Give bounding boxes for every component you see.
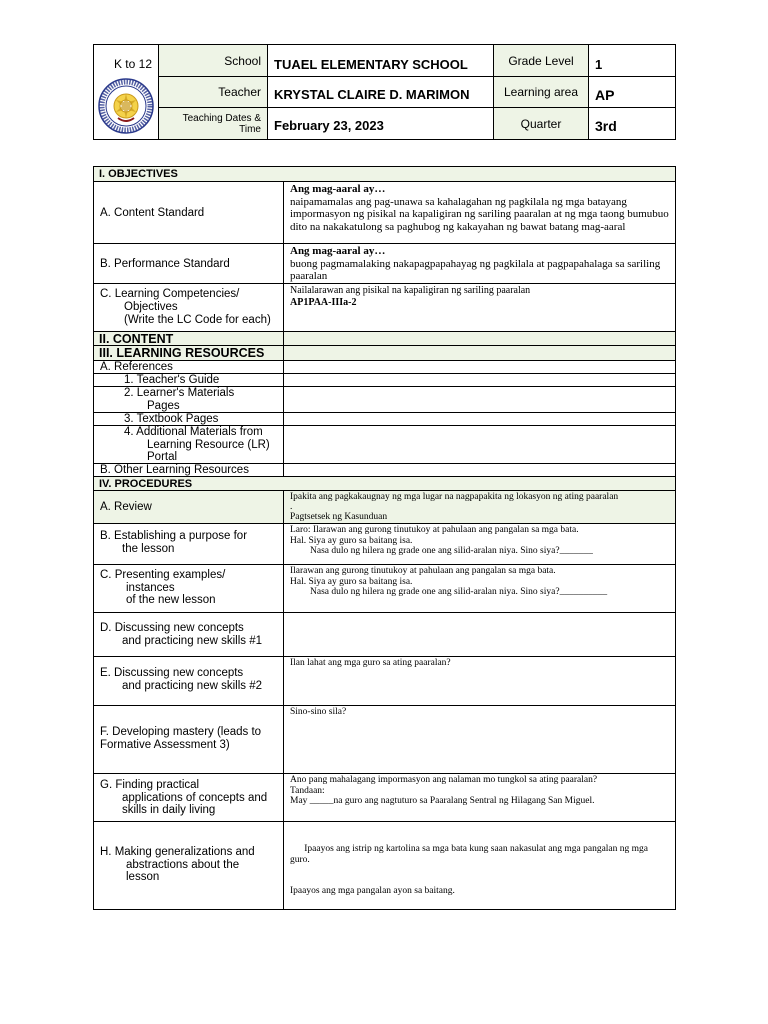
- table-row: [94, 360, 675, 373]
- text-line: Ipaayos ang mga pangalan ayon sa baitang.: [290, 886, 455, 896]
- header-table: [93, 44, 676, 140]
- grade-value: 1: [595, 57, 603, 72]
- table-row: [94, 243, 675, 283]
- additional-materials-label: [94, 426, 284, 463]
- section-procedures: [94, 476, 675, 490]
- teacher-value: KRYSTAL CLAIRE D. MARIMON: [274, 86, 470, 102]
- content-cell: [284, 332, 675, 345]
- text-line: Laro: Ilarawan ang gurong tinutukoy at pahulaan ang pangalan sa mga bata.: [290, 525, 579, 535]
- lesson-plan-table: [93, 166, 676, 910]
- grade-label: Grade Level: [494, 45, 588, 76]
- table-row: [94, 181, 675, 243]
- table-row: [94, 523, 675, 564]
- table-row: [94, 490, 675, 523]
- text-line: Tandaan:: [290, 785, 325, 796]
- text-line: Nasa dulo ng hilera ng grade one ang silid-aralan niya. Sino siya?_______: [310, 546, 593, 556]
- section-objectives: [94, 167, 675, 181]
- label-line: B. Establishing a purpose for: [100, 530, 248, 542]
- content-standard-label: A. Content Standard: [94, 182, 284, 243]
- label-line: skills in daily living: [122, 804, 216, 816]
- text-line: Hal. Siya ay guro sa baitang isa.: [290, 576, 413, 587]
- mastery-label: [94, 706, 284, 773]
- learners-materials-label: [94, 387, 284, 412]
- section-title: II. CONTENT: [99, 331, 174, 346]
- dates-label: Teaching Dates & Time: [159, 108, 267, 139]
- label-line: F. Developing mastery (leads to: [100, 726, 262, 738]
- mastery-cell: [284, 706, 675, 773]
- k12-label: K to 12: [113, 57, 152, 71]
- references-cell: [284, 361, 675, 373]
- table-row: [94, 656, 675, 705]
- resources-cell: [284, 346, 675, 360]
- other-resources-cell: [284, 464, 675, 476]
- label-line: and practicing new skills #2: [122, 680, 262, 692]
- school-value: TUAEL ELEMENTARY SCHOOL: [274, 57, 468, 72]
- table-row: [94, 564, 675, 612]
- label-line: of the new lesson: [126, 594, 216, 606]
- table-row: [94, 463, 675, 476]
- review-label: A. Review: [94, 491, 284, 523]
- area-value: AP: [595, 87, 615, 103]
- purpose-cell: [284, 524, 675, 564]
- label-line: Objectives: [124, 301, 178, 313]
- text-line: Hal. Siya ay guro sa baitang isa.: [290, 535, 413, 546]
- teachers-guide-label: 1. Teacher's Guide: [94, 374, 284, 386]
- text-line: Pagtsetsek ng Kasunduan: [290, 512, 388, 522]
- label-line: Formative Assessment 3): [100, 739, 230, 751]
- label-line: abstractions about the: [126, 858, 240, 871]
- section-title: IV. PROCEDURES: [99, 477, 193, 490]
- label-line: 2. Learner's Materials: [124, 387, 235, 399]
- generalizations-cell: [284, 822, 675, 909]
- table-row: [94, 821, 675, 909]
- table-row: [94, 425, 675, 463]
- label-line: Portal: [147, 451, 178, 463]
- section-content: [94, 331, 675, 345]
- content-standard-intro: Ang mag-aaral ay…: [290, 183, 386, 195]
- label-line: the lesson: [122, 543, 175, 555]
- table-row: [94, 612, 675, 656]
- text-line: Sino-sino sila?: [290, 707, 347, 717]
- table-row: [94, 373, 675, 386]
- label-line: H. Making generalizations and: [100, 846, 255, 858]
- textbook-pages-label: 3. Textbook Pages: [94, 413, 284, 425]
- label-line: G. Finding practical: [100, 779, 200, 791]
- discussing2-label: [94, 657, 284, 705]
- lc-code: AP1PAA-IIIa-2: [290, 296, 357, 308]
- label-line: lesson: [126, 871, 160, 883]
- purpose-label: [94, 524, 284, 564]
- table-row: [94, 705, 675, 773]
- discussing2-cell: [284, 657, 675, 705]
- examples-cell: [284, 565, 675, 612]
- label-line: and practicing new skills #1: [122, 635, 262, 647]
- performance-standard-intro: Ang mag-aaral ay…: [290, 245, 386, 257]
- other-resources-label: B. Other Learning Resources: [94, 464, 284, 476]
- section-title: III. LEARNING RESOURCES: [99, 346, 265, 360]
- section-title: I. OBJECTIVES: [99, 168, 178, 180]
- competencies-cell: [284, 284, 675, 331]
- label-line: Learning Resource (LR): [147, 438, 270, 451]
- text-line: Ano pang mahalagang impormasyon ang nalaman mo tungkol sa ating paaralan?: [290, 775, 598, 785]
- deped-seal-logo: [98, 78, 154, 134]
- label-line: C. Learning Competencies/: [100, 288, 240, 300]
- text-line: Ilan lahat ang mga guro sa ating paaralan?: [290, 658, 451, 668]
- additional-materials-cell: [284, 426, 675, 463]
- text-line: Ilarawan ang gurong tinutukoy at pahulaan ang pangalan sa mga bata.: [290, 566, 556, 576]
- textbook-pages-cell: [284, 413, 675, 425]
- area-label: Learning area: [494, 77, 588, 107]
- label-line: 4. Additional Materials from: [124, 426, 263, 438]
- discussing1-label: [94, 613, 284, 656]
- generalizations-label: [94, 822, 284, 909]
- label-line: Pages: [147, 399, 180, 412]
- table-row: [94, 386, 675, 412]
- table-row: [94, 283, 675, 331]
- performance-standard-cell: [284, 244, 675, 283]
- practical-label: [94, 774, 284, 821]
- label-line: C. Presenting examples/: [100, 569, 226, 581]
- school-label: School: [159, 45, 267, 76]
- content-standard-text: naipamamalas ang pag-unawa sa kahalagahan ng pagkilala ng mga batayang impormasyon ng pisikal na kapaligiran ng sariling paaralan at ng mga taong bumubuo dito na nakakatulong sa paghubog ng kakayahan ng bawat batang mag-aaral: [290, 195, 669, 233]
- quarter-value: 3rd: [595, 117, 617, 134]
- label-line: E. Discussing new concepts: [100, 667, 244, 679]
- table-row: [94, 412, 675, 425]
- review-cell: [284, 491, 675, 523]
- dates-value: February 23, 2023: [274, 118, 384, 133]
- text-line: Nasa dulo ng hilera ng grade one ang silid-aralan niya. Sino siya?__________: [310, 587, 608, 597]
- label-line: (Write the LC Code for each): [124, 314, 271, 326]
- references-label: A. References: [94, 361, 284, 373]
- section-resources: [94, 345, 675, 360]
- label-line: applications of concepts and: [122, 791, 268, 804]
- quarter-label: Quarter: [494, 108, 588, 139]
- competencies-label: [94, 284, 284, 331]
- examples-label: [94, 565, 284, 612]
- text-line: .: [290, 502, 293, 512]
- content-standard-cell: [284, 182, 675, 243]
- discussing1-cell: [284, 613, 675, 656]
- teachers-guide-cell: [284, 374, 675, 386]
- practical-cell: [284, 774, 675, 821]
- teacher-label: Teacher: [159, 77, 267, 107]
- learners-materials-cell: [284, 387, 675, 412]
- performance-standard-text: buong pagmamalaking nakapagpapahayag ng pagkilala at pagpapahalaga sa sariling paaralan: [290, 257, 661, 282]
- table-row: [94, 773, 675, 821]
- text-line: May _____na guro ang nagtuturo sa Paaralang Sentral ng Hilagang San Miguel.: [290, 796, 595, 806]
- text-line: Ipakita ang pagkakaugnay ng mga lugar na nagpapakita ng lokasyon ng ating paaralan: [290, 492, 619, 502]
- label-line: instances: [126, 581, 175, 594]
- text-line: Ipaayos ang istrip ng kartolina sa mga bata kung saan nakasulat ang mga pangalan ng mga guro.: [290, 844, 651, 865]
- label-line: D. Discussing new concepts: [100, 622, 244, 634]
- performance-standard-label: B. Performance Standard: [94, 244, 284, 283]
- competencies-text: Nailalarawan ang pisikal na kapaligiran ng sariling paaralan: [290, 285, 531, 296]
